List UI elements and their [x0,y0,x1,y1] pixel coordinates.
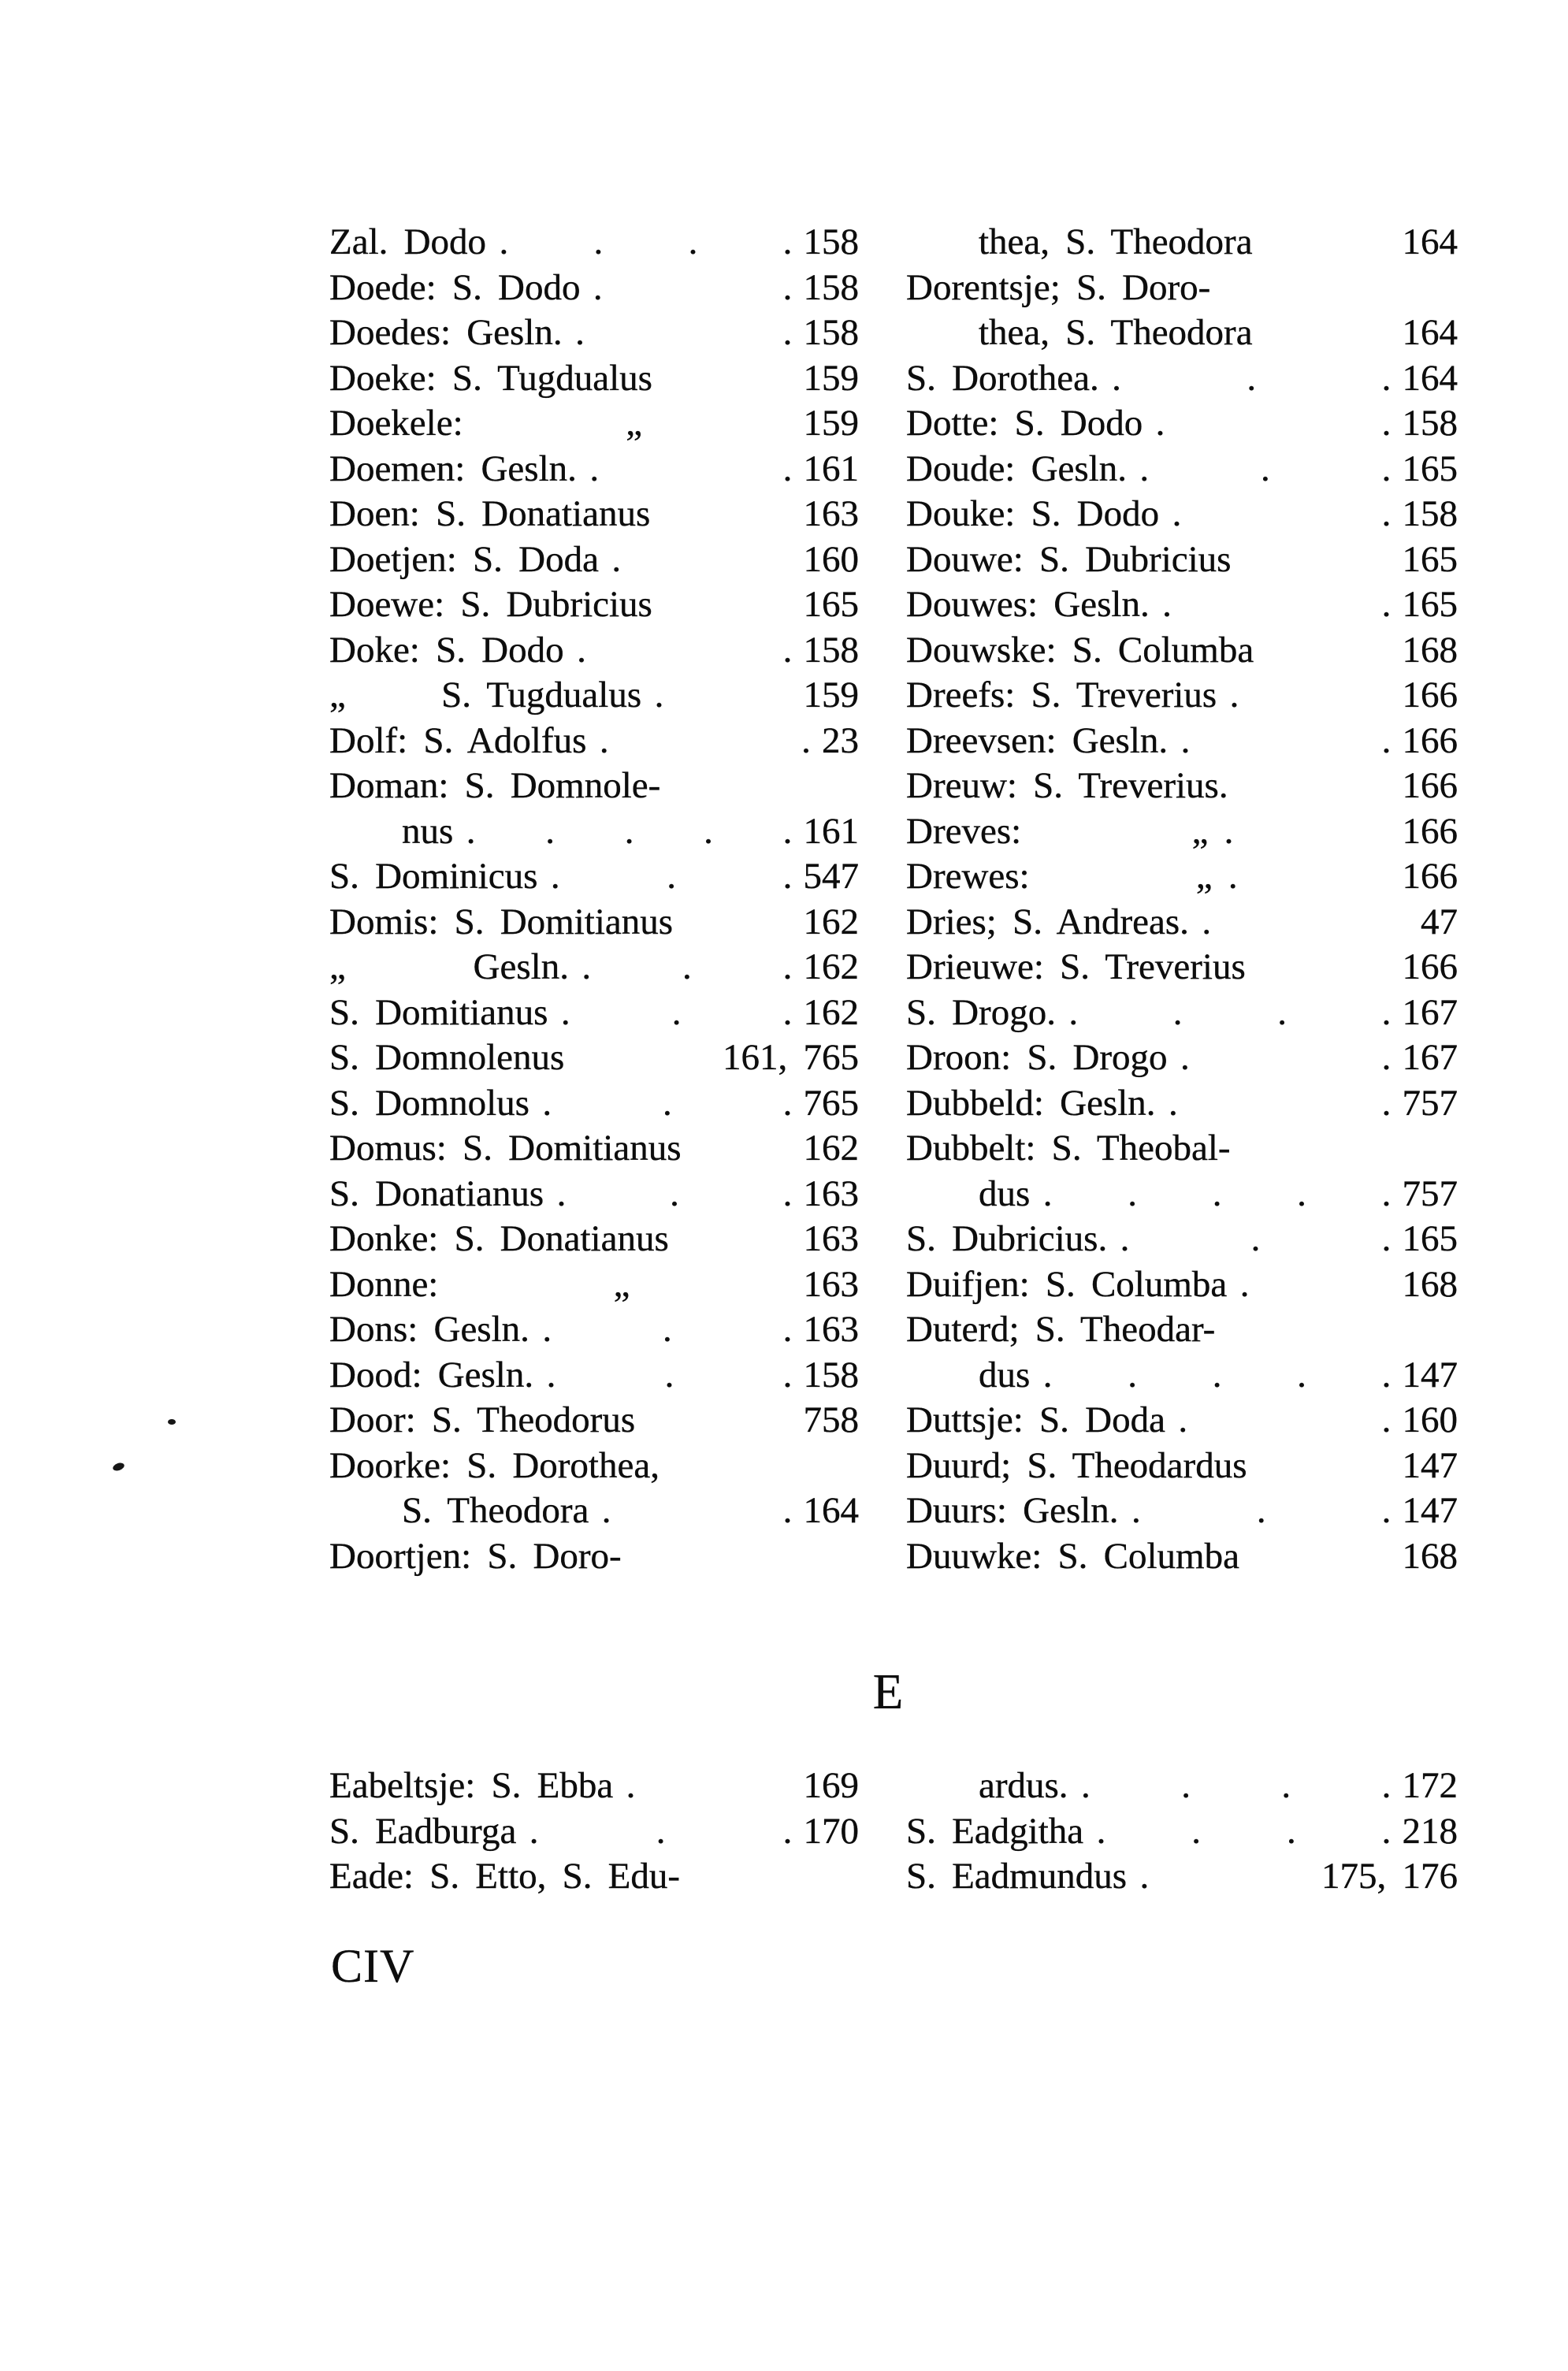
entry-text: Douwske: S. Columba [906,629,1254,671]
page-ref: 166 [1402,946,1458,987]
leader-dots: . . . . [1081,1765,1392,1806]
index-entry [906,1126,1458,1172]
index-entry [906,809,1458,855]
index-entry [906,356,1458,402]
leader-dots: „ . [1195,856,1238,897]
entry-text: Doude: Gesln. [906,448,1127,489]
index-entry [329,719,859,764]
index-entry [329,900,859,946]
entry-text: Eabeltsje: S. Ebba [329,1765,614,1806]
page-ref: 167 [1402,1037,1458,1078]
entry-text: dus [979,1172,1031,1214]
index-entry [906,1307,1458,1353]
entry-text: S. Eadgitha [906,1810,1084,1852]
leader-dots: . [626,1765,636,1806]
index-entry [906,1809,1458,1855]
index-entry [329,809,859,855]
page-ref: 162 [803,946,859,987]
entry-text: thea, S. Theodora [979,221,1253,262]
index-entry [329,1126,859,1172]
page-ref: 758 [803,1399,859,1440]
leader-dots: . [1139,1856,1150,1897]
index-entry [906,1262,1458,1308]
entry-text: Domus: S. Domitianus [329,1128,682,1169]
leader-dots: . [1202,901,1212,942]
page-ref: 158 [1402,403,1458,444]
index-entry [329,1534,859,1580]
index-entry [906,1488,1458,1534]
entry-text: Zal. Dodo [329,221,487,262]
index-entry [329,1307,859,1353]
entry-text: thea, S. Theodora [979,312,1253,353]
index-entry [329,673,859,719]
leader-dots: . . [593,266,793,308]
leader-dots: . [611,538,622,580]
entry-text: S. Dubricius. [906,1218,1108,1259]
page-ref: 166 [1402,810,1458,852]
entry-text: S. Donatianus [329,1172,544,1214]
page-ref: 164 [1402,221,1458,262]
entry-text: Doewe: S. Dubricius [329,584,652,625]
index-column-right [906,220,1458,1579]
page-ref: 159 [803,357,859,399]
index-entry [329,1809,859,1855]
scan-speck [112,1462,125,1473]
leader-dots: . . . [556,1172,793,1214]
leader-dots: . . [1178,1399,1392,1440]
leader-dots: „ [626,403,643,444]
entry-text: Dood: Gesln. [329,1354,534,1395]
leader-dots: . . [599,719,811,761]
page-ref: 163 [803,1218,859,1259]
entry-text: Duuwke: S. Columba [906,1535,1239,1577]
index-entry [329,1035,859,1081]
index-entry [906,492,1458,537]
page-ref: 166 [1402,675,1458,715]
entry-text: Dons: Gesln. [329,1309,529,1350]
index-entry [906,447,1458,492]
index-entry [329,628,859,674]
entry-text: Dries; S. Andreas. [906,901,1189,942]
index-entry [906,628,1458,674]
page-number: CIV [331,1940,415,1992]
index-entry [906,1444,1458,1489]
leader-dots: . . [1155,403,1392,444]
leader-dots: . . . [1120,1218,1392,1259]
index-entry [329,447,859,492]
page-ref: 147 [1402,1354,1458,1395]
entry-text: Doemen: Gesln. [329,448,577,489]
page-ref: 547 [803,856,859,897]
page-ref: 165 [1402,538,1458,580]
page-ref: 164 [1402,357,1458,399]
leader-dots: . . . [546,1354,793,1395]
page-ref: 23 [822,719,859,761]
entry-text: Duurs: Gesln. [906,1490,1119,1531]
index-entry [906,900,1458,946]
index-entry [329,1217,859,1262]
entry-text: Domis: S. Domitianus [329,901,674,942]
index-entry [329,945,859,990]
page-ref: 757 [1402,1172,1458,1214]
leader-dots: . . . [1139,448,1392,489]
index-entry [329,1081,859,1127]
entry-text: Doekele: [329,403,463,444]
leader-dots: . . [575,312,793,353]
index-entry [329,582,859,628]
index-entry [329,220,859,266]
entry-text: „ Gesln. [329,946,569,987]
entry-text: Drieuwe: S. Treverius [906,946,1246,987]
entry-text: Dotte: S. Dodo [906,403,1143,444]
index-entry [906,310,1458,356]
index-entry [329,401,859,447]
index-entry [906,719,1458,764]
index-entry [906,945,1458,990]
page-ref: 147 [1402,1490,1458,1531]
index-entry [906,1398,1458,1444]
page-ref: 165 [1402,584,1458,625]
index-entry [906,1763,1458,1809]
page-ref: 159 [803,403,859,444]
entry-text: Doortjen: S. Doro- [329,1535,622,1577]
leader-dots: . . . [581,946,793,987]
leader-dots: . [654,675,664,715]
entry-text: Doke: S. Dodo [329,629,564,671]
leader-dots: . . [1172,493,1392,534]
page-ref: 158 [803,266,859,308]
index-entry [329,764,859,809]
entry-text: „ S. Tugdualus [329,675,642,715]
index-entry [329,537,859,583]
page-ref: 162 [803,901,859,942]
index-entry [906,220,1458,266]
entry-text: Doeke: S. Tugdualus [329,357,652,399]
entry-text: S. Domnolenus [329,1037,565,1078]
page-ref: 164 [1402,312,1458,353]
page-ref: 147 [1402,1444,1458,1486]
index-column-left [329,220,859,1579]
index-entry [906,1081,1458,1127]
page-ref: 158 [803,629,859,671]
leader-dots: . . [1180,1037,1392,1078]
leader-dots: . . . [560,991,793,1033]
entry-text: S. Dominicus [329,856,538,897]
entry-text: Duttsje: S. Doda [906,1399,1165,1440]
index-entry [906,764,1458,809]
page-ref: 165 [1402,448,1458,489]
page-ref: 168 [1402,1263,1458,1305]
page-ref: 163 [803,493,859,534]
page-ref: 47 [1421,901,1458,942]
page-ref: 158 [1402,493,1458,534]
entry-text: Door: S. Theodorus [329,1399,636,1440]
entry-text: Droon: S. Drogo [906,1037,1168,1078]
entry-text: ardus. [979,1765,1068,1806]
page-ref: 175, 176 [1321,1856,1458,1897]
scan-speck [168,1419,176,1425]
leader-dots: . . . . [1096,1810,1392,1852]
page-ref: 160 [1402,1399,1458,1440]
leader-dots: . . . . [1068,991,1392,1033]
entry-text: Duterd; S. Theodar- [906,1309,1216,1350]
page-ref: 172 [1402,1765,1458,1806]
page-ref: 158 [803,312,859,353]
index-entry [906,582,1458,628]
index-column-e-right [906,1763,1458,1900]
page-ref: 218 [1402,1810,1458,1852]
entry-text: dus [979,1354,1031,1395]
page-ref: 163 [803,1309,859,1350]
index-entry [329,1444,859,1489]
entry-text: S. Theodora [402,1490,589,1531]
page-ref: 168 [1402,1535,1458,1577]
page-ref: 163 [803,1172,859,1214]
entry-text: Dreuw: S. Treverius. [906,765,1228,806]
leader-dots: . . [601,1490,793,1531]
section-heading-e: E [872,1664,904,1719]
entry-text: S. Domnolus [329,1082,529,1124]
leader-dots: . . [1168,1082,1392,1124]
index-column-e-left [329,1763,859,1900]
index-entry [329,492,859,537]
index-entry [906,1035,1458,1081]
entry-text: Duurd; S. Theodardus [906,1444,1247,1486]
page-ref: 166 [1402,765,1458,806]
index-entry [906,537,1458,583]
entry-text: S. Dorothea. [906,357,1099,399]
index-entry [329,990,859,1036]
entry-text: Doman: S. Domnole- [329,765,661,806]
index-entry [329,1488,859,1534]
page-ref: 162 [803,1128,859,1169]
page-ref: 158 [803,1354,859,1395]
index-entry [906,1353,1458,1399]
index-entry [329,1353,859,1399]
page-ref: 164 [803,1490,859,1531]
leader-dots: „ . [1191,810,1234,852]
entry-text: Donke: S. Donatianus [329,1218,669,1259]
index-entry [329,310,859,356]
entry-text: S. Domitianus [329,991,548,1033]
entry-text: Dolf: S. Adolfus [329,719,587,761]
index-entry [906,1534,1458,1580]
leader-dots: . . . . . [1042,1172,1392,1214]
leader-dots: . . [589,448,793,489]
leader-dots: . [1229,675,1239,715]
entry-text: Dreves: [906,810,1022,852]
index-entry [329,1172,859,1217]
entry-text: Douwes: Gesln. [906,584,1150,625]
entry-text: Eade: S. Etto, S. Edu- [329,1856,681,1897]
page-ref: 163 [803,1263,859,1305]
leader-dots: . . [577,629,793,671]
index-entry [906,401,1458,447]
leader-dots: . . . [542,1082,793,1124]
page-ref: 169 [803,1765,859,1806]
index-entry [329,1398,859,1444]
entry-text: Doedes: Gesln. [329,312,563,353]
index-entry [329,1262,859,1308]
page-ref: 765 [803,1082,859,1124]
leader-dots: . . . [1131,1490,1392,1531]
entry-text: Duifjen: S. Columba [906,1263,1228,1305]
entry-text: Doorke: S. Dorothea, [329,1444,660,1486]
index-entry [906,990,1458,1036]
page-ref: 159 [803,675,859,715]
entry-text: S. Drogo. [906,991,1056,1033]
page-ref: 161 [803,810,859,852]
leader-dots: . . [1162,584,1392,625]
leader-dots: „ [613,1263,630,1305]
index-entry [906,854,1458,900]
entry-text: Douwe: S. Dubricius [906,538,1232,580]
entry-text: Dorentsje; S. Doro- [906,266,1211,308]
page-ref: 165 [1402,1218,1458,1259]
entry-text: Doede: S. Dodo [329,266,581,308]
entry-text: S. Eadmundus [906,1856,1128,1897]
leader-dots: . . . [1112,357,1392,399]
entry-text: nus [402,810,454,852]
entry-text: Dreefs: S. Treverius [906,675,1217,715]
page-ref: 158 [803,221,859,262]
page-ref: 162 [803,991,859,1033]
index-entry [329,356,859,402]
leader-dots: . . . . [499,221,793,262]
index-entry [329,1763,859,1809]
page-ref: 166 [1402,856,1458,897]
page-ref: 170 [803,1810,859,1852]
leader-dots: . . . [529,1810,793,1852]
index-entry [906,673,1458,719]
entry-text: Doetjen: S. Doda [329,538,599,580]
entry-text: Drewes: [906,856,1030,897]
leader-dots: . [1239,1263,1250,1305]
page-ref: 166 [1402,719,1458,761]
page-ref: 757 [1402,1082,1458,1124]
entry-text: Donne: [329,1263,439,1305]
leader-dots: . . . [550,856,793,897]
leader-dots: . . . [542,1309,793,1350]
page-ref: 168 [1402,629,1458,671]
leader-dots: . . . . . [1042,1354,1392,1395]
page-ref: 165 [803,584,859,625]
index-entry [329,854,859,900]
page-ref: 161 [803,448,859,489]
page-ref: 167 [1402,991,1458,1033]
index-entry [906,266,1458,311]
entry-text: Doen: S. Donatianus [329,493,651,534]
leader-dots: . . . . . [466,810,793,852]
page-ref: 160 [803,538,859,580]
index-entry [906,1854,1458,1900]
index-entry [906,1217,1458,1262]
leader-dots: . . [1180,719,1392,761]
entry-text: Dubbeld: Gesln. [906,1082,1156,1124]
index-entry [329,1854,859,1900]
entry-text: S. Eadburga [329,1810,517,1852]
index-entry [329,266,859,311]
entry-text: Douke: S. Dodo [906,493,1160,534]
page-ref: 161, 765 [723,1037,859,1078]
entry-text: Dreevsen: Gesln. [906,719,1169,761]
entry-text: Dubbelt: S. Theobal- [906,1128,1231,1169]
index-entry [906,1172,1458,1217]
